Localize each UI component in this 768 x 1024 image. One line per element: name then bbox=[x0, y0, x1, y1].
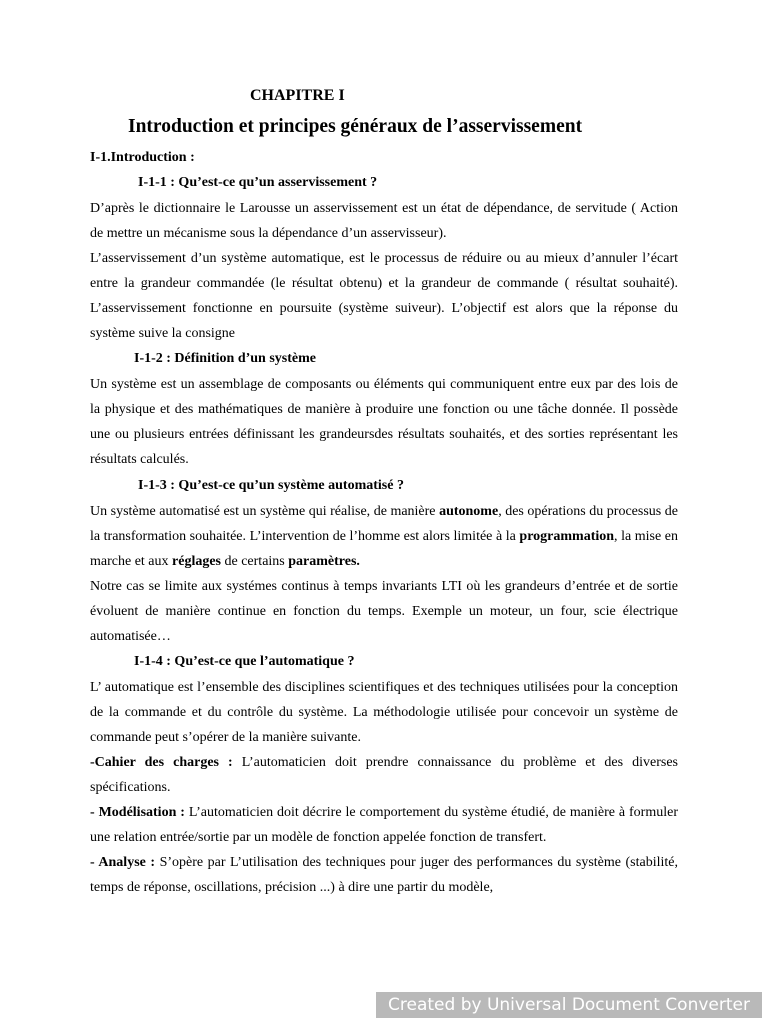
text-run: , la mise en marche et aux bbox=[90, 529, 678, 569]
list-item-analyse bbox=[90, 850, 678, 900]
paragraph-systemes-lti: Notre cas se limite aux systémes continus à temps invariants LTI où les grandeurs d’entrée et de sortie évoluent de manière continue en fonction du temps. Exemple un moteur, un four, scie électrique automatisée… bbox=[90, 579, 678, 644]
list-item-label: - Modélisation : bbox=[90, 805, 185, 820]
list-item-modelisation bbox=[90, 800, 678, 850]
text-bold-parametres: paramètres. bbox=[288, 554, 360, 569]
chapter-title: Introduction et principes généraux de l’asservissement bbox=[128, 116, 583, 137]
section-heading-automatique: I-1-4 : Qu’est-ce que l’automatique ? bbox=[134, 654, 355, 669]
chapter-label: CHAPITRE I bbox=[250, 87, 345, 104]
paragraph-asservissement-process: L’asservissement d’un système automatique, est le processus de réduire ou au mieux d’annuler l’écart entre la grandeur commandée (le résultat obtenu) et la grandeur de commande ( résultat souhaité). L’asservissement fonctionne en poursuite (système suiveur). L’objectif est alors que la réponse du système suive la consigne bbox=[90, 251, 678, 341]
section-heading-systeme-automatise: I-1-3 : Qu’est-ce qu’un système automatisé ? bbox=[138, 478, 404, 493]
list-item-text: L’automaticien doit décrire le comportement du système étudié, de manière à formuler une relation entrée/sortie par un modèle de fonction appelée fonction de transfert. bbox=[90, 805, 678, 845]
section-heading-introduction: I-1.Introduction : bbox=[90, 150, 195, 165]
list-item-label: - Analyse : bbox=[90, 855, 156, 870]
paragraph-systeme-automatise bbox=[90, 499, 678, 574]
paragraph-definition-systeme: Un système est un assemblage de composants ou éléments qui communiquent entre eux par des lois de la physique et des mathématiques de manière à produire une fonction ou une tâche donnée. Il possède une ou plusieurs entrées définissant les grandeursdes résultats souhaités, et des sorties représentant les résultats calculés. bbox=[90, 377, 678, 467]
converter-watermark: Created by Universal Document Converter bbox=[376, 992, 762, 1018]
text-bold-programmation: programmation bbox=[519, 529, 615, 544]
text-bold-autonome: autonome bbox=[439, 504, 499, 519]
paragraph-larousse-definition: D’après le dictionnaire le Larousse un asservissement est un état de dépendance, de servitude ( Action de mettre un mécanisme sous la dépendance d’un asservisseur). bbox=[90, 201, 678, 241]
list-item-text: L’automaticien doit prendre connaissance du problème et des diverses spécifications. bbox=[90, 755, 678, 795]
text-run: de certains bbox=[221, 554, 289, 569]
text-run: , des opérations du processus de la transformation souhaitée. L’intervention de l’homme est alors limitée à la bbox=[90, 504, 678, 544]
section-heading-asservissement: I-1-1 : Qu’est-ce qu’un asservissement ? bbox=[138, 175, 378, 190]
text-bold-reglages: réglages bbox=[172, 554, 221, 569]
paragraph-automatique-definition: L’ automatique est l’ensemble des disciplines scientifiques et des techniques utilisées pour la conception de la commande et du contrôle du système. La méthodologie utilisée pour concevoir un système de commande peut s’opérer de la manière suivante. bbox=[90, 680, 678, 745]
list-item-text: S’opère par L’utilisation des techniques pour juger des performances du système (stabilité, temps de réponse, oscillations, précision ...) à dire une partir du modèle, bbox=[90, 855, 679, 895]
list-item-label: -Cahier des charges : bbox=[90, 755, 233, 770]
section-heading-definition-systeme: I-1-2 : Définition d’un système bbox=[134, 351, 316, 366]
list-item-cahier-des-charges bbox=[90, 750, 678, 800]
text-run: Un système automatisé est un système qui réalise, de manière bbox=[90, 504, 440, 519]
